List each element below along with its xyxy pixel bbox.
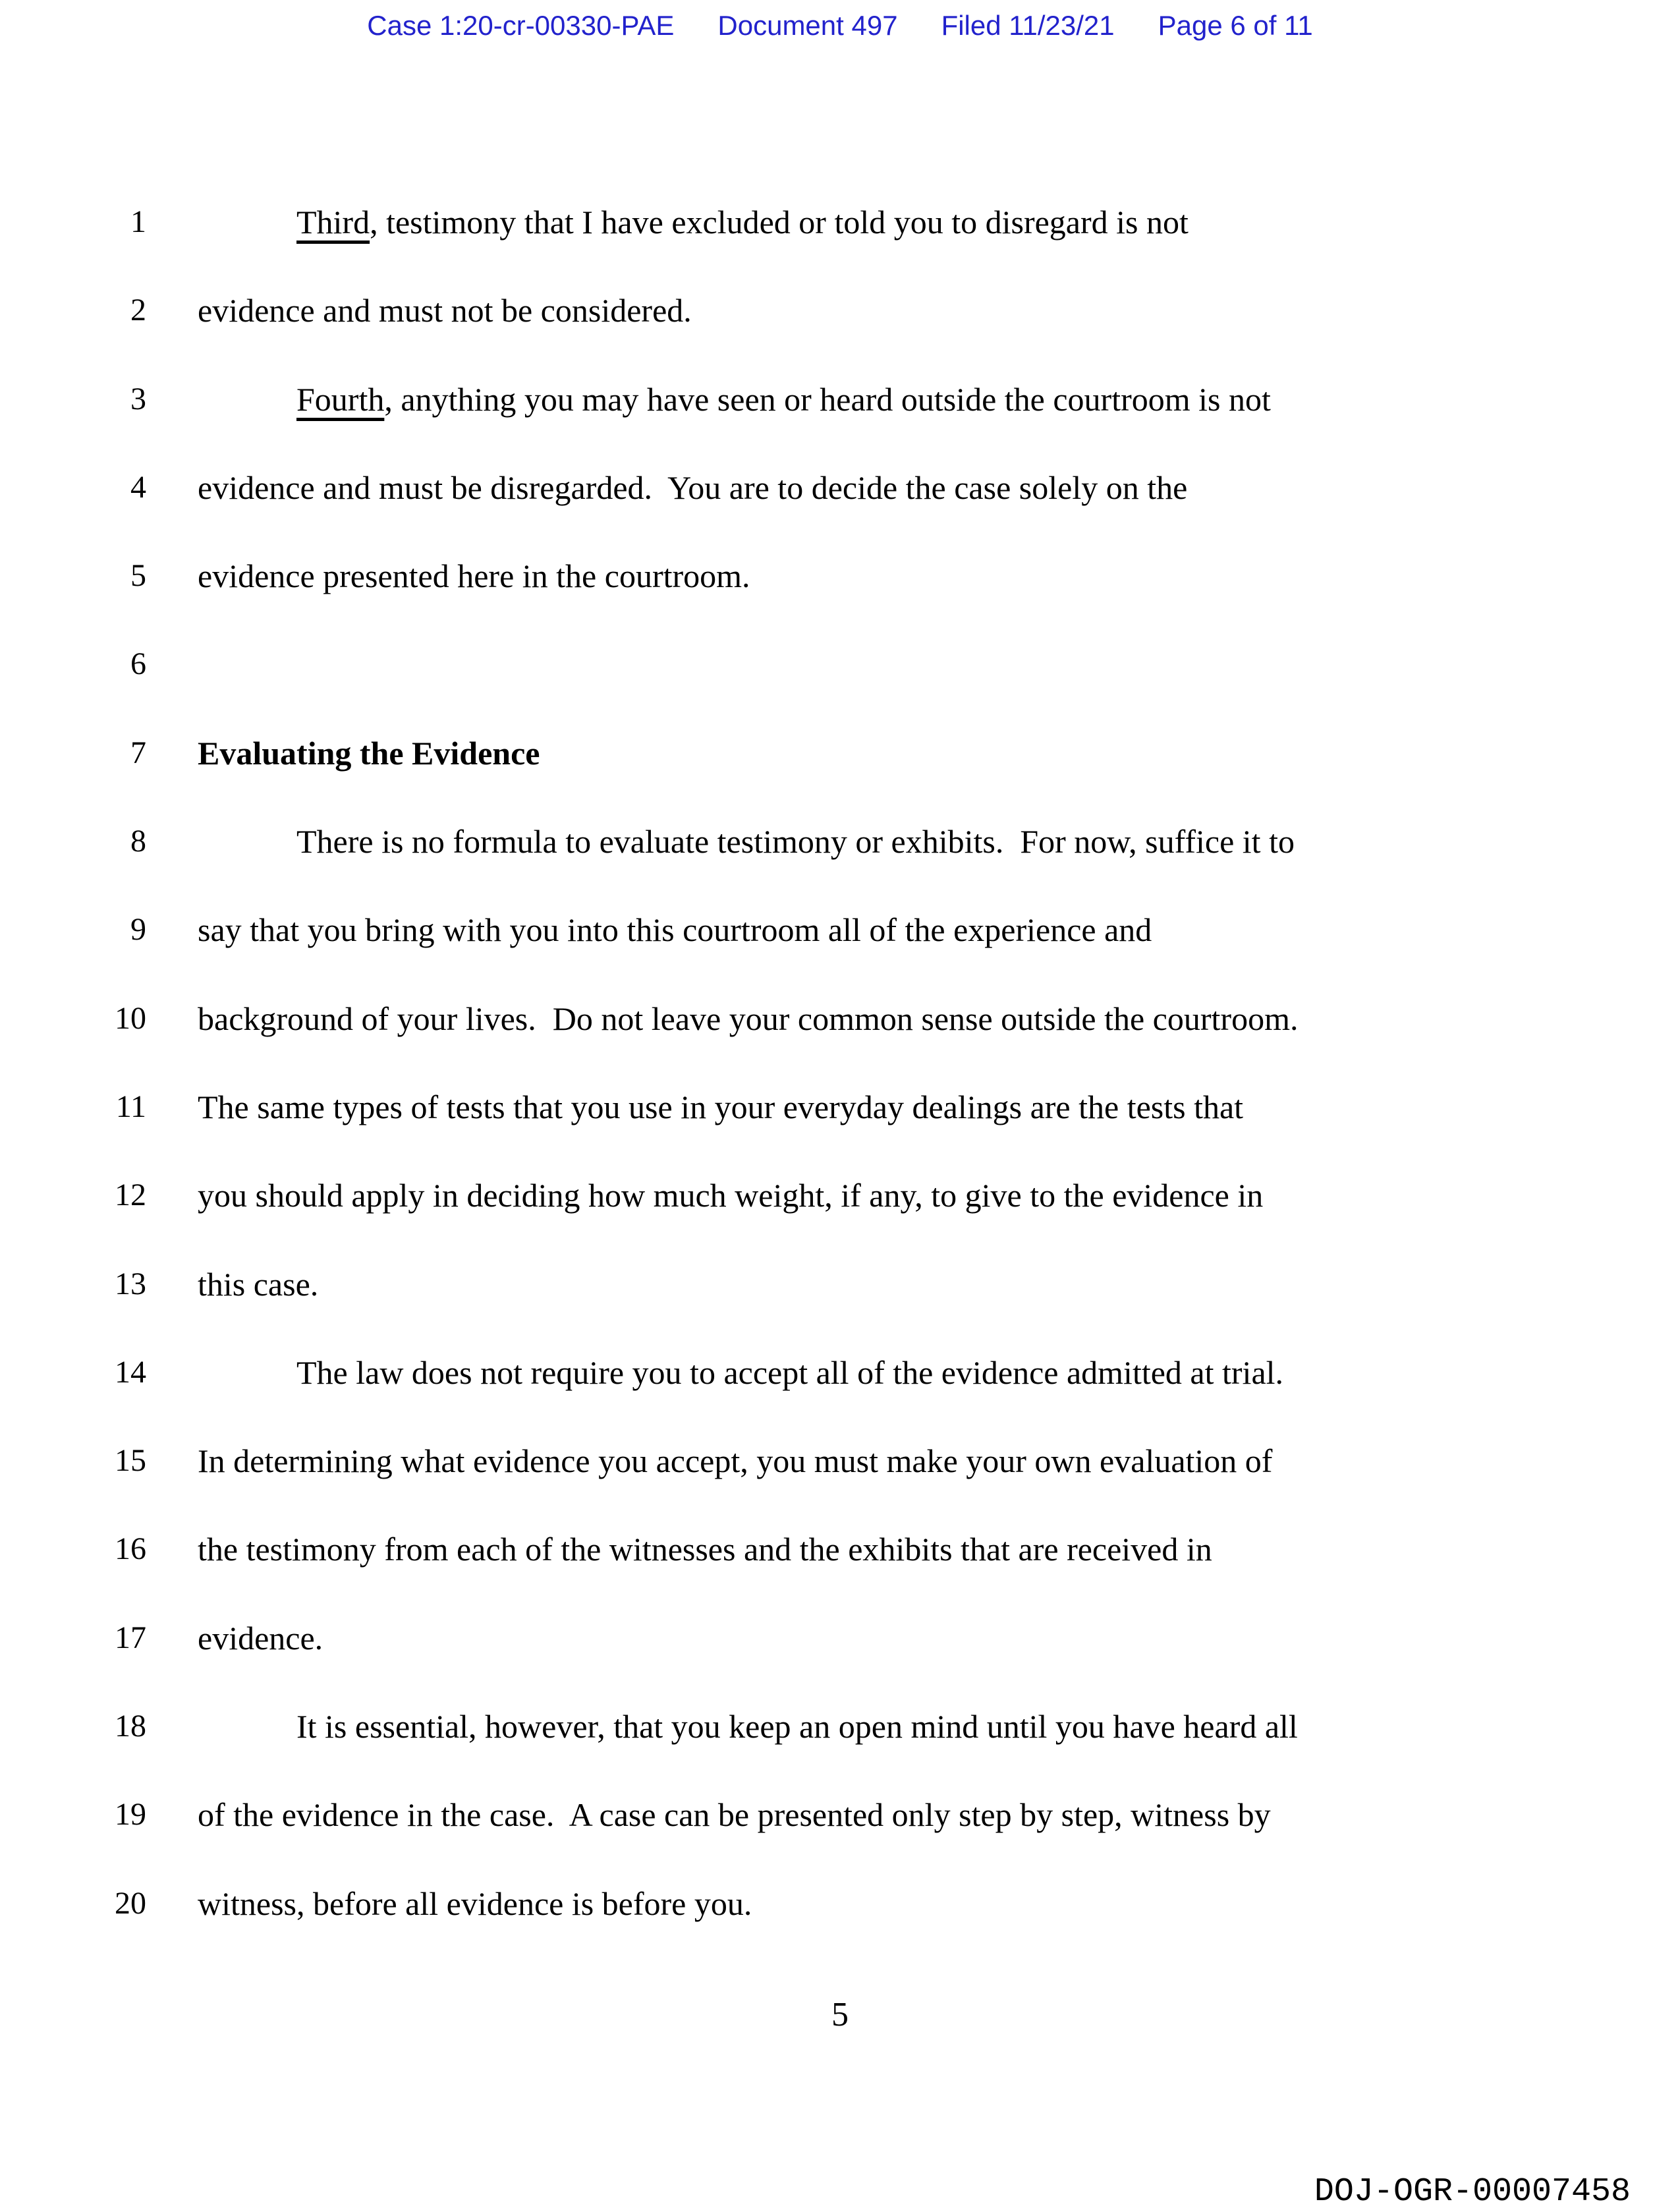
line-number: 14 — [115, 1354, 146, 1390]
line-text — [198, 1417, 1272, 1505]
transcript-line — [0, 1505, 1680, 1593]
line-number: 15 — [115, 1443, 146, 1479]
transcript-line — [0, 1771, 1680, 1859]
line-number: 9 — [130, 912, 146, 948]
text-segment: say that you bring with you into this courtroom all of the experience and — [198, 911, 1152, 949]
text-segment: you should apply in deciding how much weight, if any, to give to the evidence in — [198, 1177, 1264, 1214]
text-segment: The same types of tests that you use in your everyday dealings are the tests that — [198, 1088, 1244, 1125]
transcript-line — [0, 355, 1680, 443]
line-text — [198, 443, 1187, 532]
line-number: 5 — [130, 558, 146, 594]
line-number: 12 — [115, 1177, 146, 1213]
underlined-text: Fourth — [296, 380, 385, 418]
line-number: 19 — [115, 1797, 146, 1832]
line-text — [198, 1594, 323, 1682]
transcript-line — [0, 797, 1680, 886]
transcript-line — [0, 1682, 1680, 1771]
line-number: 8 — [130, 824, 146, 859]
line-text — [198, 1151, 1263, 1239]
transcript-body — [0, 178, 1680, 1948]
line-text — [198, 1771, 1271, 1859]
transcript-line — [0, 1240, 1680, 1328]
line-text — [198, 266, 692, 354]
transcript-line — [0, 1594, 1680, 1682]
line-text — [296, 1328, 1283, 1417]
text-segment: evidence presented here in the courtroom. — [198, 557, 750, 595]
line-text — [198, 532, 750, 620]
text-segment: evidence and must be disregarded. You are to decide the case solely on the — [198, 468, 1188, 506]
text-segment: of the evidence in the case. A case can be presented only step by step, witness by — [198, 1796, 1271, 1834]
line-number: 16 — [115, 1531, 146, 1567]
transcript-line — [0, 178, 1680, 266]
transcript-line — [0, 532, 1680, 620]
line-number: 2 — [130, 293, 146, 328]
section-heading — [198, 709, 540, 797]
text-segment: There is no formula to evaluate testimony or exhibits. For now, suffice it to — [296, 823, 1295, 861]
line-text — [198, 1505, 1212, 1593]
line-text — [296, 797, 1295, 886]
line-text — [198, 1859, 752, 1948]
header-page-info: Page 6 of 11 — [1158, 10, 1313, 41]
line-number: 10 — [115, 1000, 146, 1036]
transcript-line — [0, 1417, 1680, 1505]
text-segment: the testimony from each of the witnesses and the exhibits that are received in — [198, 1531, 1212, 1568]
line-text — [296, 1682, 1298, 1771]
line-number: 4 — [130, 469, 146, 505]
header-case-number: Case 1:20-cr-00330-PAE — [367, 10, 675, 41]
text-segment: background of your lives. Do not leave your common sense outside the courtroom. — [198, 1000, 1299, 1037]
transcript-line — [0, 1859, 1680, 1948]
text-segment: evidence and must not be considered. — [198, 292, 692, 329]
transcript-line — [0, 709, 1680, 797]
underlined-text: Third — [296, 204, 370, 241]
line-text — [296, 355, 1271, 443]
page-number: 5 — [831, 1996, 849, 2033]
transcript-line — [0, 620, 1680, 708]
line-number: 6 — [130, 646, 146, 682]
transcript-line — [0, 1151, 1680, 1239]
line-text — [198, 975, 1298, 1063]
line-text — [296, 178, 1189, 266]
text-segment: It is essential, however, that you keep an open mind until you have heard all — [296, 1708, 1298, 1745]
transcript-line — [0, 886, 1680, 974]
transcript-line — [0, 975, 1680, 1063]
text-segment: Evaluating the Evidence — [198, 734, 540, 772]
line-text — [198, 886, 1152, 974]
text-segment: witness, before all evidence is before you. — [198, 1885, 752, 1922]
line-text — [198, 1240, 318, 1328]
header-document-number: Document 497 — [717, 10, 898, 41]
line-number: 17 — [115, 1620, 146, 1655]
text-segment: , anything you may have seen or heard outside the courtroom is not — [384, 380, 1271, 418]
transcript-line — [0, 443, 1680, 532]
line-number: 18 — [115, 1709, 146, 1744]
text-segment: this case. — [198, 1265, 319, 1303]
transcript-line — [0, 266, 1680, 354]
line-number: 1 — [130, 204, 146, 239]
transcript-line — [0, 1063, 1680, 1151]
case-header — [0, 11, 1680, 41]
text-segment: In determining what evidence you accept, you must make your own evaluation of — [198, 1442, 1273, 1480]
line-number: 13 — [115, 1266, 146, 1301]
transcript-line — [0, 1328, 1680, 1417]
line-number: 3 — [130, 381, 146, 416]
text-segment: , testimony that I have excluded or told you to disregard is not — [370, 204, 1189, 241]
header-filed-date: Filed 11/23/21 — [941, 10, 1115, 41]
line-text — [198, 1063, 1243, 1151]
line-number: 11 — [115, 1089, 146, 1124]
line-number: 20 — [115, 1885, 146, 1921]
bates-number: DOJ-OGR-00007458 — [1314, 2173, 1631, 2211]
text-segment: The law does not require you to accept all of the evidence admitted at trial. — [296, 1353, 1284, 1391]
line-number: 7 — [130, 735, 146, 770]
text-segment: evidence. — [198, 1619, 323, 1657]
